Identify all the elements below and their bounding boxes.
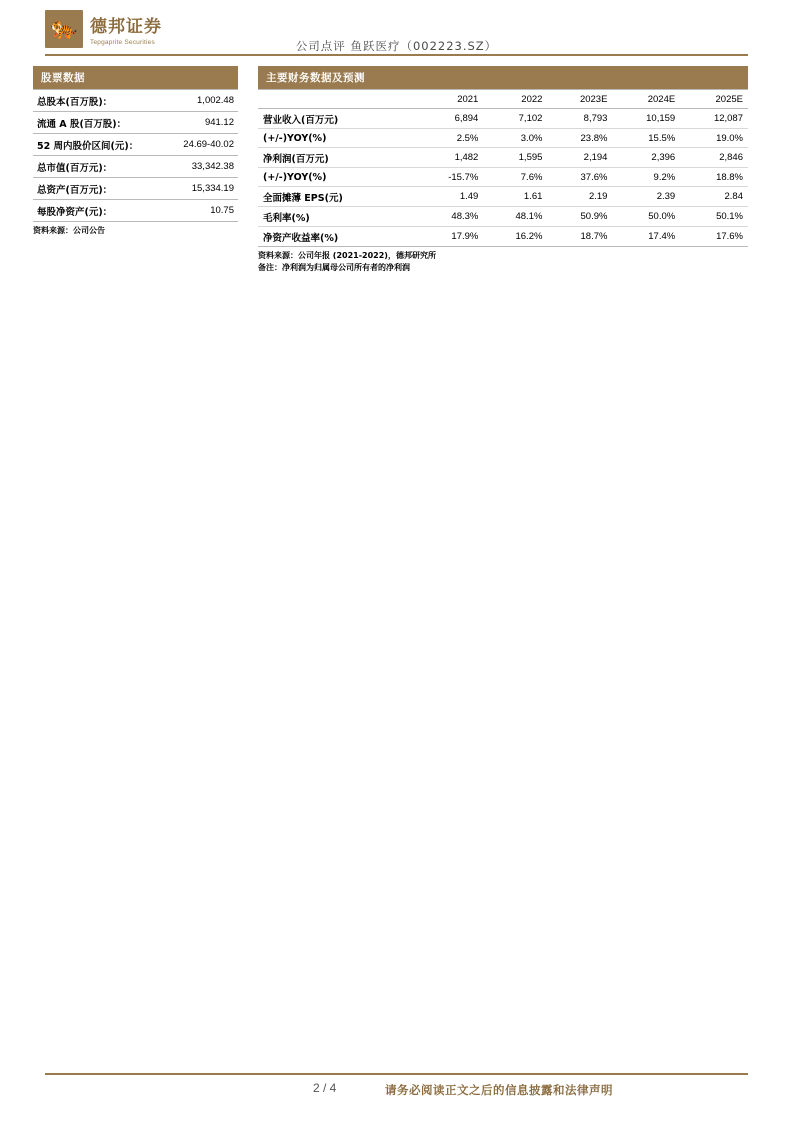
- row-label: (+/-)YOY(%): [258, 129, 414, 148]
- cell: 48.3%: [414, 207, 484, 227]
- row-label: (+/-)YOY(%): [258, 168, 414, 187]
- table-row: [258, 227, 748, 247]
- financial-data-title: 主要财务数据及预测: [258, 66, 748, 89]
- stock-row-value: 1,002.48: [166, 90, 238, 112]
- stock-data-source: 资料来源：公司公告: [33, 226, 105, 235]
- table-row: [258, 168, 748, 187]
- logo-en-text: Tepgaprite Securities: [90, 39, 155, 46]
- stock-row-value: 15,334.19: [166, 178, 238, 200]
- stock-data-panel: [33, 66, 238, 236]
- cell: 12,087: [680, 109, 748, 129]
- stock-row-label: 总资产(百万元)：: [33, 178, 166, 200]
- table-row: [33, 200, 238, 222]
- cell: 37.6%: [547, 168, 612, 187]
- stock-row-label: 总市值(百万元)：: [33, 156, 166, 178]
- column-header: 2021: [414, 90, 484, 109]
- cell: 17.4%: [612, 227, 680, 247]
- cell: 6,894: [414, 109, 484, 129]
- column-header: 2022: [483, 90, 547, 109]
- page-header: [45, 10, 748, 56]
- column-header: 2023E: [547, 90, 612, 109]
- cell: 15.5%: [612, 129, 680, 148]
- cell: 1,595: [483, 148, 547, 168]
- row-label: 全面摊薄 EPS(元): [258, 187, 414, 207]
- cell: 50.9%: [547, 207, 612, 227]
- stock-row-value: 941.12: [166, 112, 238, 134]
- row-label: 净利润(百万元): [258, 148, 414, 168]
- cell: 2,846: [680, 148, 748, 168]
- table-row: [258, 109, 748, 129]
- table-row: [258, 207, 748, 227]
- table-row: [33, 156, 238, 178]
- stock-row-label: 52 周内股价区间(元)：: [33, 134, 166, 156]
- table-row: [33, 112, 238, 134]
- column-header: [258, 90, 414, 109]
- cell: 16.2%: [483, 227, 547, 247]
- cell: 50.1%: [680, 207, 748, 227]
- logo-cn-text: 德邦证券: [90, 17, 162, 37]
- table-row: [33, 178, 238, 200]
- table-row: [33, 134, 238, 156]
- tiger-logo-icon: 🐅: [45, 10, 83, 48]
- cell: -15.7%: [414, 168, 484, 187]
- stock-row-label: 流通 A 股(百万股)：: [33, 112, 166, 134]
- cell: 3.0%: [483, 129, 547, 148]
- page-title: 公司点评 鱼跃医疗（002223.SZ）: [295, 39, 498, 53]
- stock-row-value: 10.75: [166, 200, 238, 222]
- page-number: 2 / 4: [313, 1081, 337, 1095]
- row-label: 营业收入(百万元): [258, 109, 414, 129]
- cell: 1.61: [483, 187, 547, 207]
- cell: 2,194: [547, 148, 612, 168]
- cell: 18.7%: [547, 227, 612, 247]
- cell: 2.84: [680, 187, 748, 207]
- header-divider: [45, 54, 748, 56]
- page-footer: [45, 1079, 748, 1103]
- cell: 50.0%: [612, 207, 680, 227]
- financial-data-panel: [258, 66, 748, 273]
- stock-data-title: 股票数据: [33, 66, 238, 89]
- stock-row-value: 24.69-40.02: [166, 134, 238, 156]
- footer-disclaimer: 请务必阅读正文之后的信息披露和法律声明: [385, 1083, 613, 1097]
- cell: 23.8%: [547, 129, 612, 148]
- stock-row-label: 总股本(百万股)：: [33, 90, 166, 112]
- table-header-row: [258, 90, 748, 109]
- cell: 18.8%: [680, 168, 748, 187]
- table-row: [33, 90, 238, 112]
- cell: 2.19: [547, 187, 612, 207]
- cell: 2.5%: [414, 129, 484, 148]
- cell: 17.9%: [414, 227, 484, 247]
- cell: 7,102: [483, 109, 547, 129]
- cell: 17.6%: [680, 227, 748, 247]
- cell: 1,482: [414, 148, 484, 168]
- stock-row-value: 33,342.38: [166, 156, 238, 178]
- stock-row-label: 每股净资产(元)：: [33, 200, 166, 222]
- financial-data-note: 备注：净利润为归属母公司所有者的净利润: [258, 262, 410, 272]
- column-header: 2025E: [680, 90, 748, 109]
- table-row: [258, 129, 748, 148]
- table-row: [258, 187, 748, 207]
- cell: 2,396: [612, 148, 680, 168]
- column-header: 2024E: [612, 90, 680, 109]
- cell: 10,159: [612, 109, 680, 129]
- cell: 8,793: [547, 109, 612, 129]
- financial-data-source: 资料来源：公司年报 (2021-2022)，德邦研究所: [258, 251, 436, 260]
- row-label: 净资产收益率(%): [258, 227, 414, 247]
- cell: 19.0%: [680, 129, 748, 148]
- cell: 2.39: [612, 187, 680, 207]
- cell: 1.49: [414, 187, 484, 207]
- cell: 48.1%: [483, 207, 547, 227]
- financial-notes: [258, 250, 748, 273]
- row-label: 毛利率(%): [258, 207, 414, 227]
- table-row: [258, 148, 748, 168]
- stock-data-table: [33, 89, 238, 222]
- cell: 7.6%: [483, 168, 547, 187]
- footer-divider: [45, 1073, 748, 1075]
- cell: 9.2%: [612, 168, 680, 187]
- financial-data-table: [258, 89, 748, 247]
